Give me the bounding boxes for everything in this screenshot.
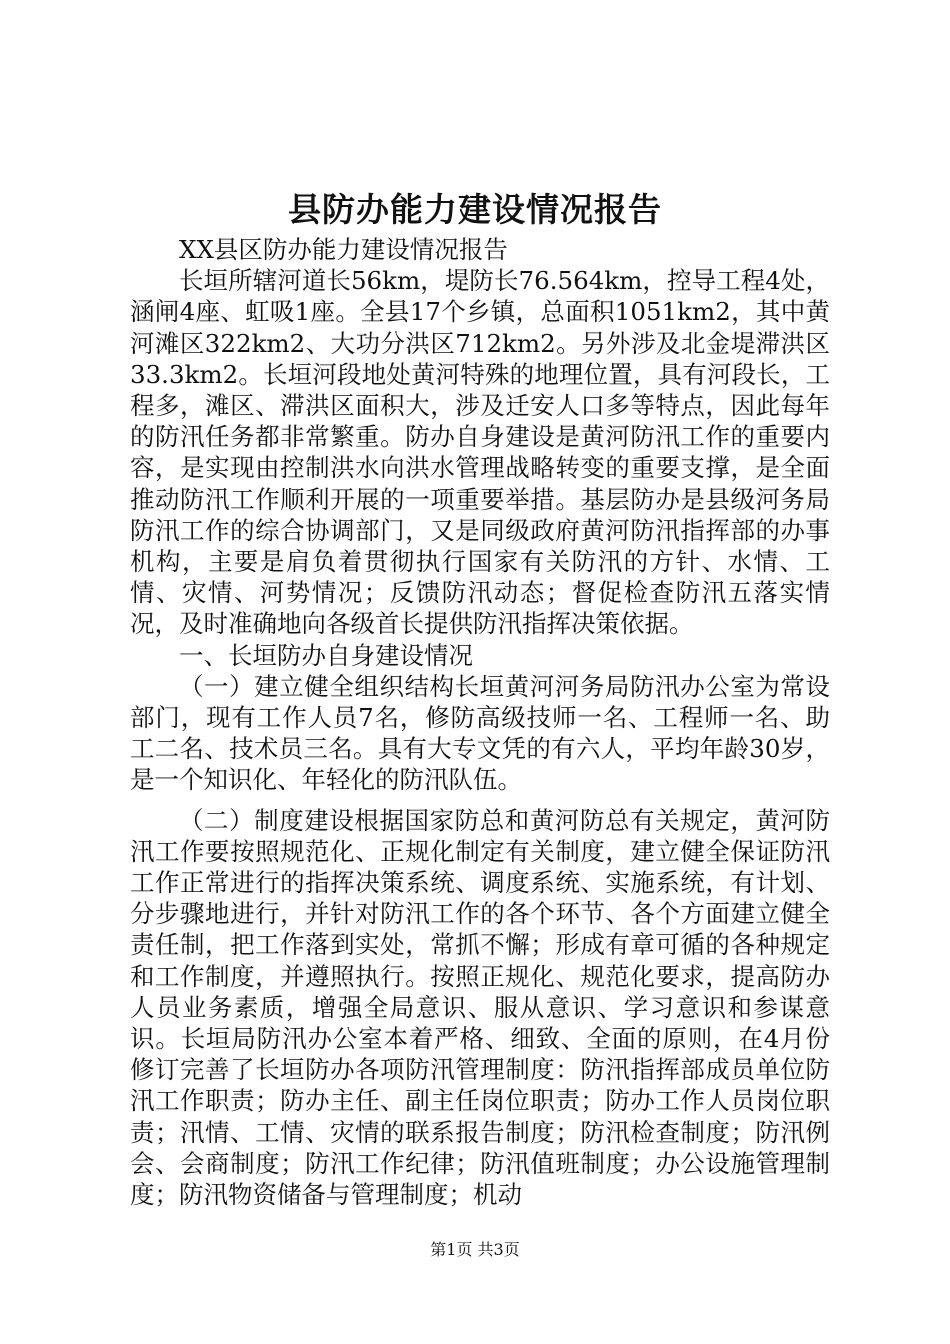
paragraph-overview: 长垣所辖河道长56km，堤防长76.564km，控导工程4处，涵闸4座、虹吸1座。全县17个乡镇，总面积1051km2，其中黄河滩区322km2、大功分洪区712km2。另外涉及北金堤滞洪区33.3km2。长垣河段地处黄河特殊的地理位置，具有河段长，工程多，滩区、滞洪区面积大，涉及迁安人口多等特点，因此每年的防汛任务都非常繁重。防办自身建设是黄河防汛工作的重要内容，是实现由控制洪水向洪水管理战略转变的重要支撑，是全面推动防汛工作顺利开展的一项重要举措。基层防办是县级河务局防汛工作的综合协调部门，又是同级政府黄河防汛指挥部的办事机构，主要是肩负着贯彻执行国家有关防汛的方针、水情、工情、灾情、河势情况；反馈防汛动态；督促检查防汛五落实情况，及时准确地向各级首长提供防汛指挥决策依据。 — [130, 266, 830, 639]
document-body — [130, 234, 830, 1210]
page-footer — [0, 1240, 950, 1260]
paragraph-organization: （一）建立健全组织结构长垣黄河河务局防汛办公室为常设部门，现有工作人员7名，修防高级技师一名、工程师一名、助工二名、技术员三名。具有大专文凭的有六人，平均年龄30岁，是一个知识化、年轻化的防汛队伍。 — [130, 671, 830, 795]
section-heading: 一、长垣防办自身建设情况 — [179, 640, 473, 670]
page-total: 共3页 — [477, 1240, 520, 1259]
paragraph-system: （二）制度建设根据国家防总和黄河防总有关规定，黄河防汛工作要按照规范化、正规化制定有关制度，建立健全保证防汛工作正常进行的指挥决策系统、调度系统、实施系统，有计划、分步骤地进行，并针对防汛工作的各个环节、各个方面建立健全责任制，把工作落到实处，常抓不懈；形成有章可循的各种规定和工作制度，并遵照执行。按照正规化、规范化要求，提高防办人员业务素质，增强全局意识、服从意识、学习意识和参谋意识。长垣局防汛办公室本着严格、细致、全面的原则，在4月份修订完善了长垣防办各项防汛管理制度：防汛指挥部成员单位防汛工作职责；防办主任、副主任岗位职责；防办工作人员岗位职责；汛情、工情、灾情的联系报告制度；防汛检查制度；防汛例会、会商制度；防汛工作纪律；防汛值班制度；办公设施管理制度；防汛物资储备与管理制度；机动 — [130, 805, 830, 1210]
document-title: 县防办能力建设情况报告 — [288, 190, 662, 229]
page-number: 第1页 — [430, 1240, 473, 1259]
document-subtitle: XX县区防办能力建设情况报告 — [179, 235, 508, 264]
